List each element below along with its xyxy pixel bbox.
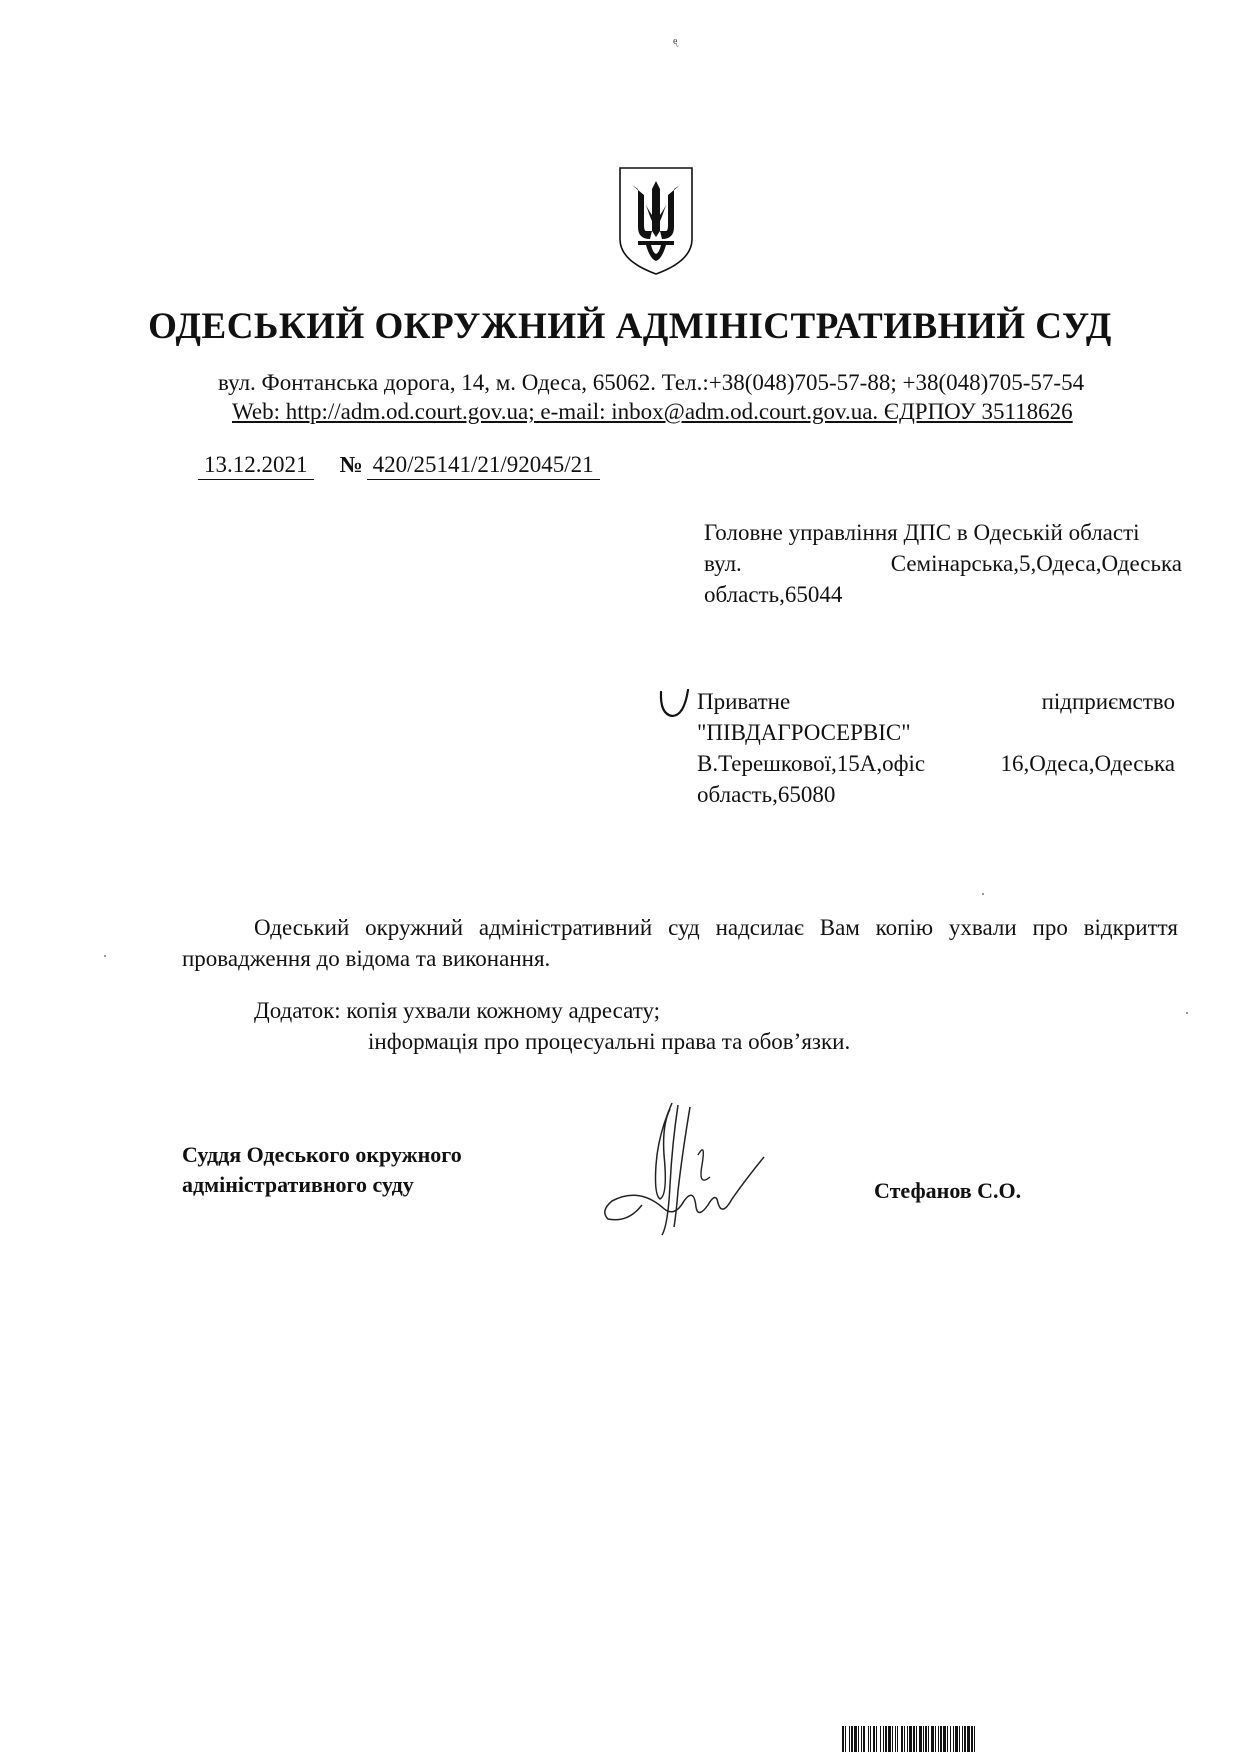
barcode-bar — [975, 1726, 977, 1752]
recipient-1-street-prefix: вул. — [704, 551, 742, 576]
recipient-1-address-row — [704, 548, 1182, 579]
recipient-2-type-right: підприємство — [1041, 689, 1175, 714]
court-name-heading: ОДЕСЬКИЙ ОКРУЖНИЙ АДМІНІСТРАТИВНИЙ СУД — [148, 306, 1112, 347]
recipient-2-name: "ПІВДАГРОСЕРВІС" — [697, 720, 911, 745]
judge-title — [182, 1140, 462, 1200]
document-number: 420/25141/21/92045/21 — [367, 452, 600, 480]
scan-dot — [104, 955, 106, 957]
letter-body-paragraph: Одеський окружний адміністративний суд надсилає Вам копію ухвали про відкриття провадження до відома та виконання. — [182, 915, 1178, 971]
judge-title-line-1: Суддя Одеського окружного — [182, 1142, 462, 1167]
recipient-2-city: 16,Одеса,Одеська — [1000, 751, 1175, 776]
scan-speck: ᶒ — [673, 36, 678, 47]
recipient-1-name: Головне управління ДПС в Одеській області — [704, 520, 1140, 545]
recipient-2-type-left: Приватне — [697, 689, 791, 714]
scan-dot — [982, 893, 984, 895]
trident-coat-of-arms-icon — [616, 165, 696, 277]
handwritten-signature — [598, 1095, 768, 1240]
recipient-1-street: Семінарська,5,Одеса,Одеська — [890, 551, 1182, 576]
court-web-contacts: Web: http://adm.od.court.gov.ua; e-mail: inbox@adm.od.court.gov.ua. ЄДРПОУ 35118626 — [232, 399, 1073, 424]
attachment-line-2: інформація про процесуальні права та обов’язки. — [368, 1029, 851, 1054]
judge-name: Стефанов С.О. — [874, 1178, 1022, 1203]
scan-dot — [1186, 1012, 1188, 1014]
recipient-2-address-row — [697, 748, 1175, 779]
recipient-2-type-row — [697, 686, 1175, 717]
recipient-2-street: В.Терешкової,15А,офіс — [697, 751, 926, 776]
attachment-line-1: Додаток: копія ухвали кожному адресату; — [254, 998, 661, 1023]
recipient-block-2 — [697, 686, 1175, 810]
barcode — [842, 1726, 977, 1752]
recipient-block-1 — [704, 517, 1182, 610]
recipient-1-region: область,65044 — [704, 582, 843, 607]
document-date: 13.12.2021 — [198, 452, 314, 480]
court-address: вул. Фонтанська дорога, 14, м. Одеса, 65062. Тел.:+38(048)705-57-88; +38(048)705-57-54 — [218, 370, 1085, 395]
document-date-number — [198, 452, 600, 480]
check-mark-icon — [658, 684, 694, 724]
judge-title-line-2: адміністративного суду — [182, 1172, 414, 1197]
number-sign: № — [339, 452, 363, 477]
recipient-2-region: область,65080 — [697, 782, 836, 807]
